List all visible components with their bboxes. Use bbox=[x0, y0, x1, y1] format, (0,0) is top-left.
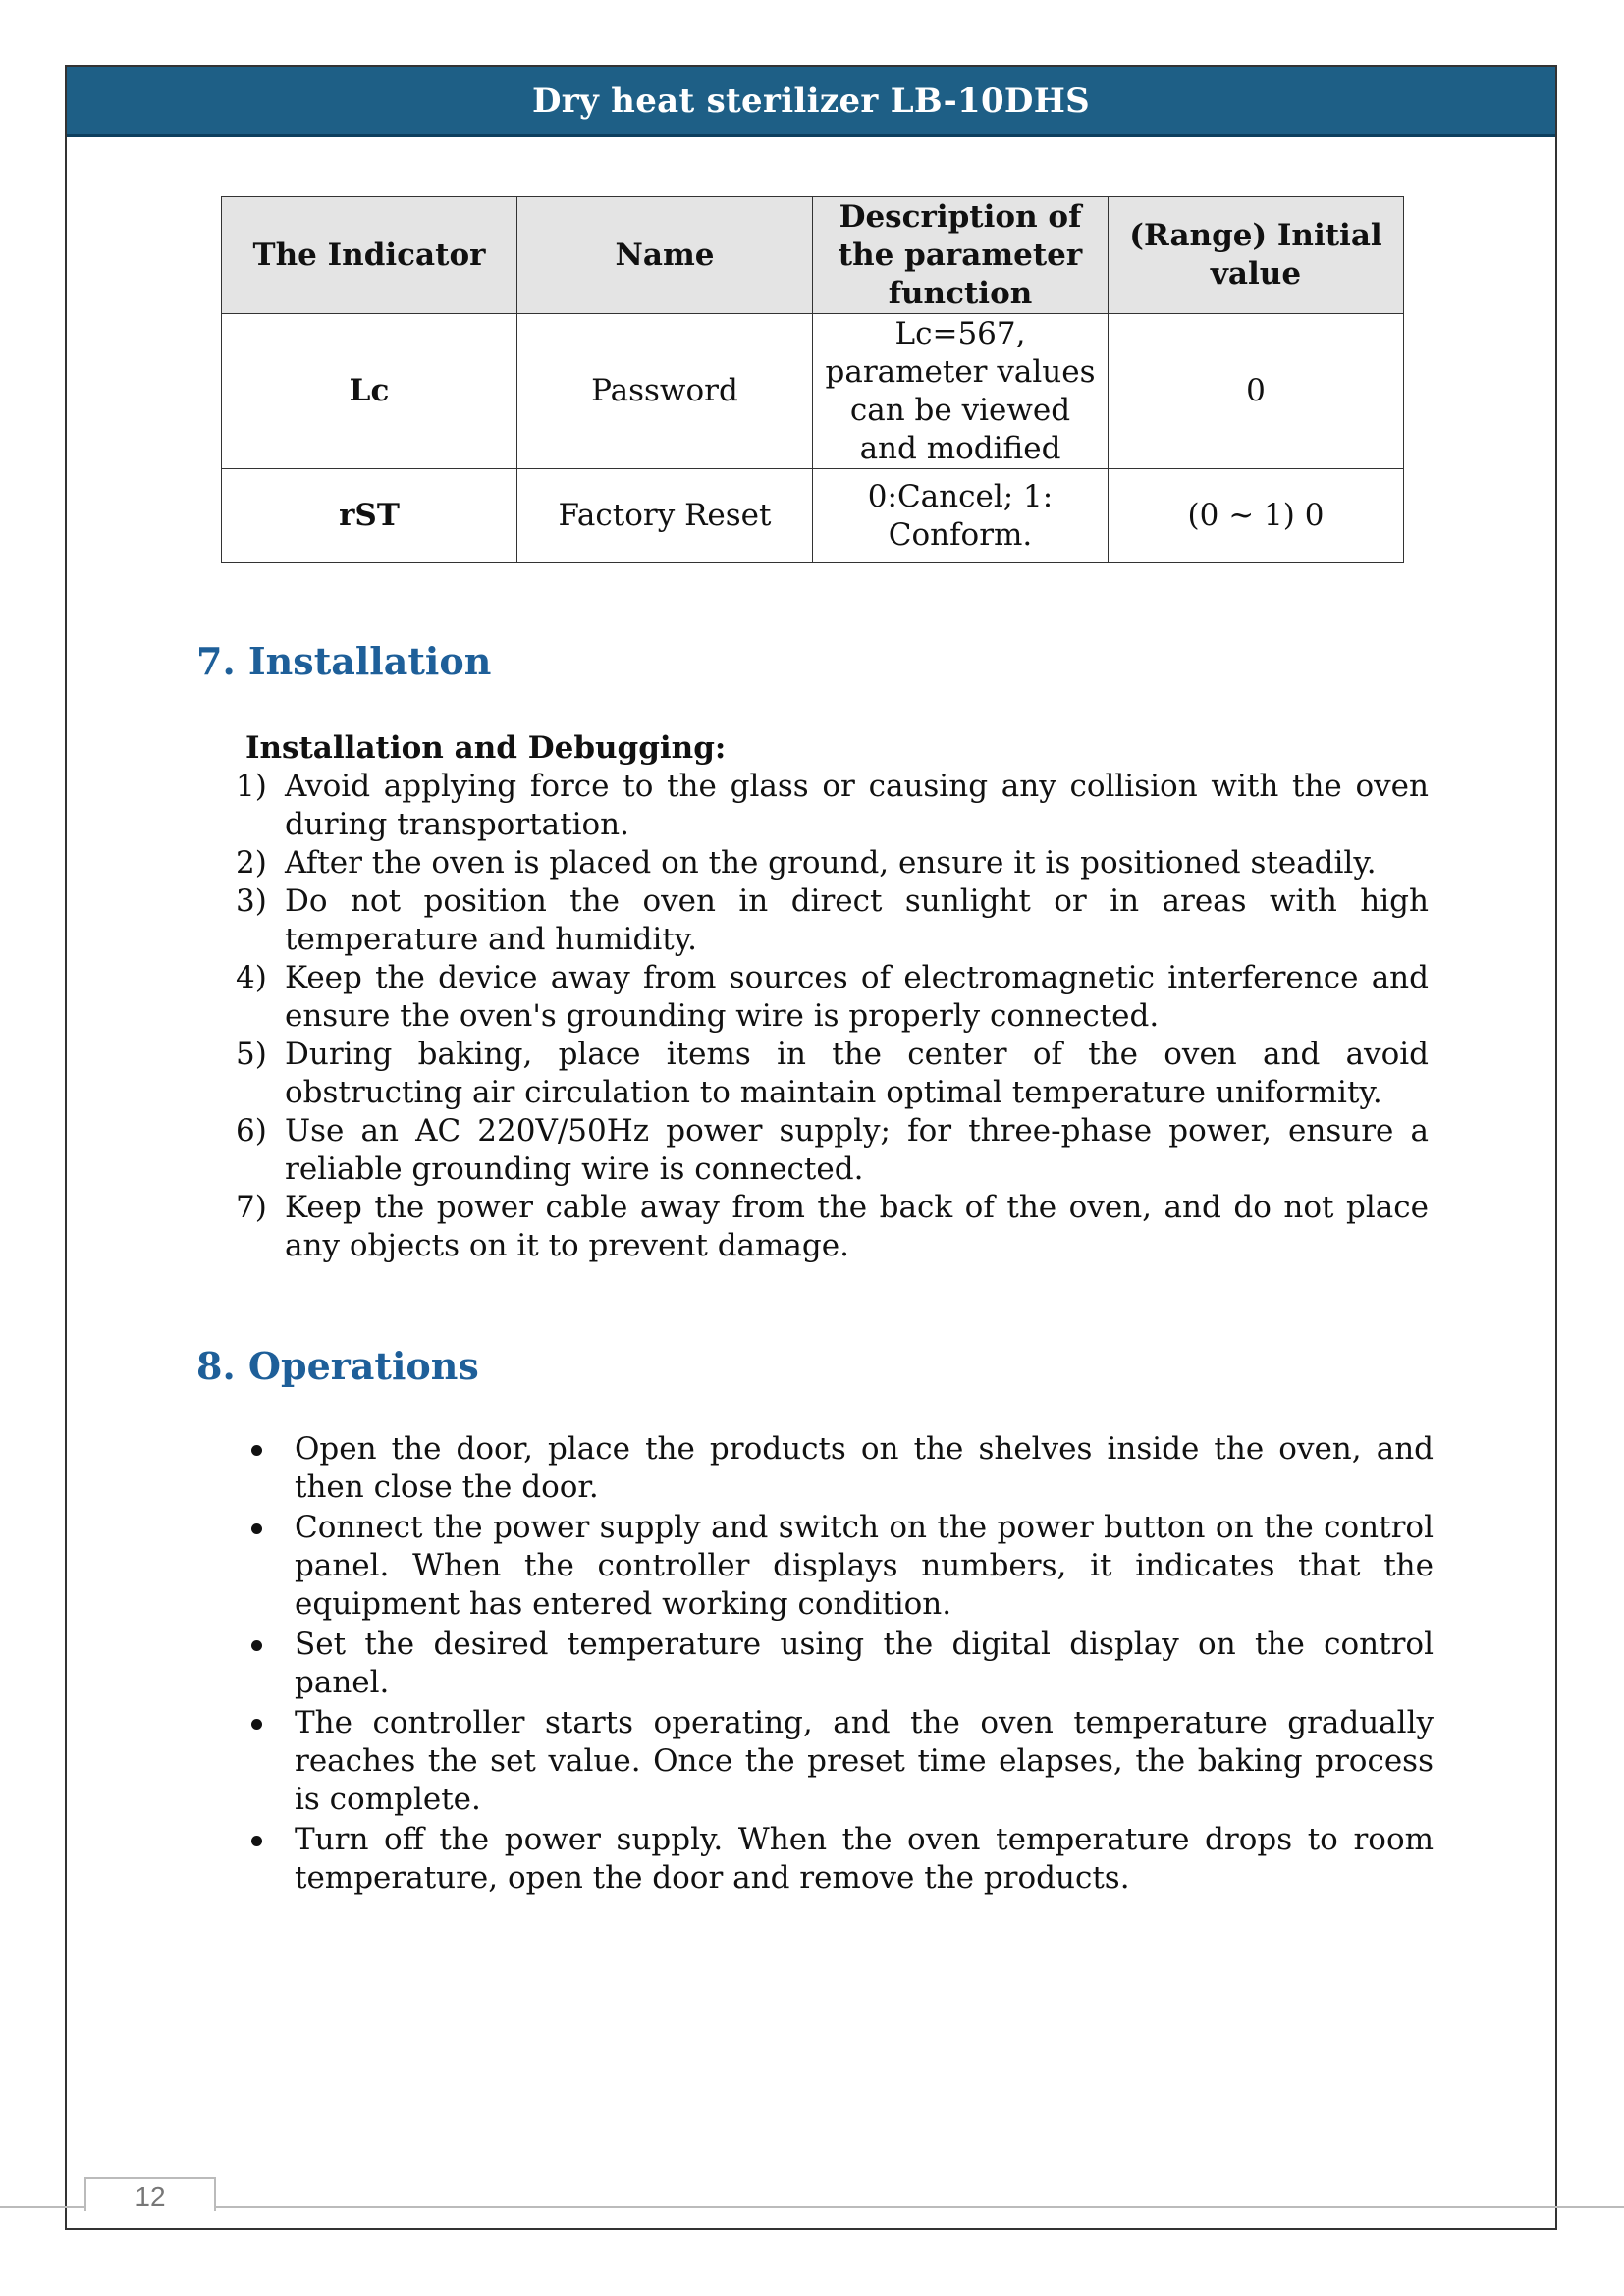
document-header bbox=[67, 67, 1555, 137]
header-name: Name bbox=[517, 197, 813, 314]
list-item: Connect the power supply and switch on the power button on the control panel. When the controller displays numbers, it indicates that the equipment has entered working condition. bbox=[245, 1509, 1434, 1624]
table-row bbox=[222, 469, 1404, 563]
cell-value: (0 ~ 1) 0 bbox=[1109, 469, 1404, 563]
cell-description: 0:Cancel; 1: Conform. bbox=[813, 469, 1109, 563]
cell-indicator: Lc bbox=[222, 314, 517, 469]
list-item: 5) During baking, place items in the center of the oven and avoid obstructing air circulation to maintain optimal temperature uniformity. bbox=[236, 1037, 1429, 1110]
page-number: 12 bbox=[84, 2177, 216, 2211]
cell-name: Factory Reset bbox=[517, 469, 813, 563]
cell-name: Password bbox=[517, 314, 813, 469]
installation-heading: 7. Installation bbox=[196, 639, 492, 683]
list-item: 4) Keep the device away from sources of electromagnetic interference and ensure the oven's grounding wire is properly connected. bbox=[236, 960, 1429, 1034]
header-indicator: The Indicator bbox=[222, 197, 517, 314]
parameter-table bbox=[221, 196, 1404, 563]
cell-indicator: rST bbox=[222, 469, 517, 563]
list-item: Turn off the power supply. When the oven temperature drops to room temperature, open the door and remove the products. bbox=[245, 1821, 1434, 1897]
list-item: 2) After the oven is placed on the ground, ensure it is positioned steadily. bbox=[236, 845, 1377, 881]
cell-value: 0 bbox=[1109, 314, 1404, 469]
operations-heading: 8. Operations bbox=[196, 1344, 479, 1388]
list-item: The controller starts operating, and the oven temperature gradually reaches the set value. Once the preset time elapses, the baking process is complete. bbox=[245, 1704, 1434, 1819]
installation-list bbox=[236, 768, 1429, 1265]
list-item: 6) Use an AC 220V/50Hz power supply; for three-phase power, ensure a reliable grounding wire is connected. bbox=[236, 1113, 1429, 1187]
cell-description: Lc=567, parameter values can be viewed and modified bbox=[813, 314, 1109, 469]
bullet-icon bbox=[251, 1523, 262, 1534]
header-description: Description of the parameter function bbox=[813, 197, 1109, 314]
installation-subheading: Installation and Debugging: bbox=[245, 730, 727, 766]
bullet-icon bbox=[251, 1836, 262, 1846]
bullet-icon bbox=[251, 1445, 262, 1456]
list-item: Set the desired temperature using the digital display on the control panel. bbox=[245, 1626, 1434, 1702]
list-item: 3) Do not position the oven in direct sunlight or in areas with high temperature and humidity. bbox=[236, 883, 1429, 957]
table-row bbox=[222, 314, 1404, 469]
list-item: 1) Avoid applying force to the glass or causing any collision with the oven during transportation. bbox=[236, 769, 1429, 842]
list-item: Open the door, place the products on the shelves inside the oven, and then close the door. bbox=[245, 1430, 1434, 1507]
document-title: Dry heat sterilizer LB-10DHS bbox=[531, 80, 1090, 121]
bullet-icon bbox=[251, 1640, 262, 1651]
table-header-row bbox=[222, 197, 1404, 314]
header-range-initial: (Range) Initial value bbox=[1109, 197, 1404, 314]
operations-list bbox=[245, 1430, 1434, 1899]
footer-rule bbox=[0, 2206, 1624, 2208]
list-item: 7) Keep the power cable away from the back of the oven, and do not place any objects on it to prevent damage. bbox=[236, 1190, 1429, 1263]
bullet-icon bbox=[251, 1719, 262, 1730]
